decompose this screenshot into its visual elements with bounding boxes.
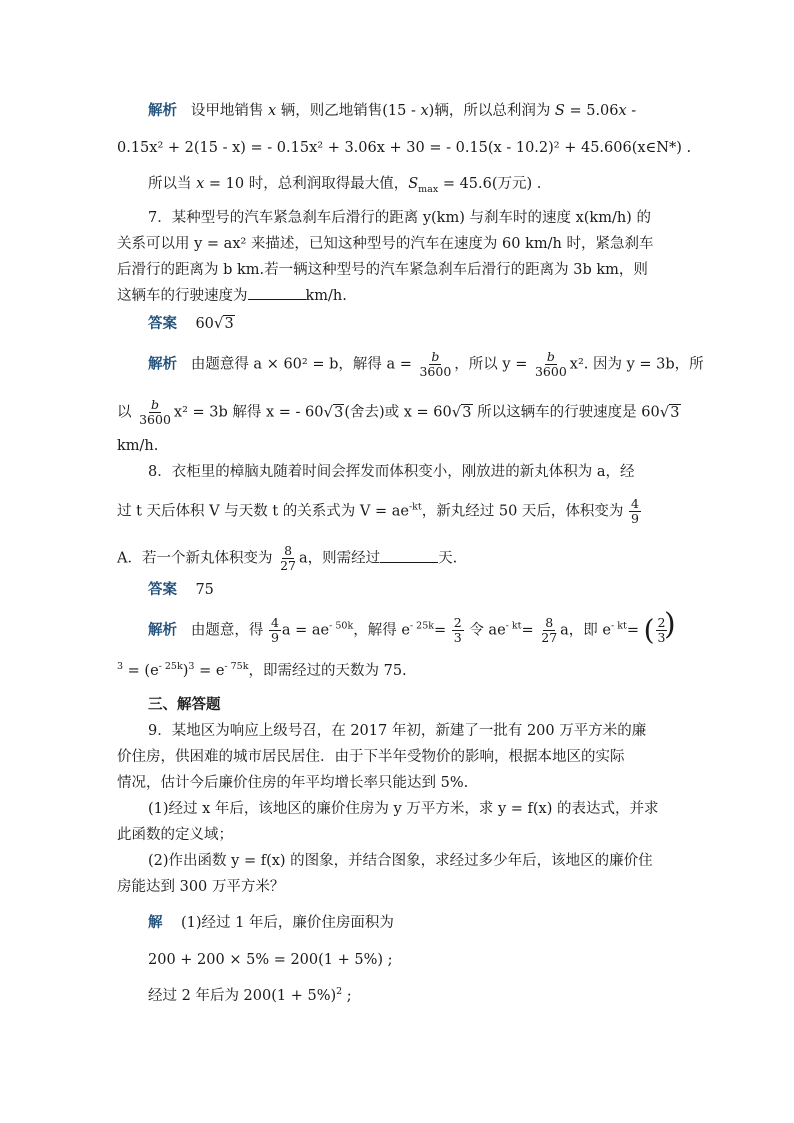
- q9-line-3: 情况，估计今后廉价住房的年平均增长率只能达到 5%.: [117, 775, 469, 791]
- q7-solution-line-2: 以 $\frac{b}{3600}$ x² = 3b 解得 x = - 60√3(舍去)或 x = 60√3 所以这辆车的行驶速度是 60√3: [117, 397, 680, 427]
- fraction: $\frac{b}{3600}$: [534, 349, 567, 379]
- solution-tag: 解: [148, 914, 163, 931]
- q9-line-7: 房能达到 300 万平方米？: [117, 879, 285, 895]
- fraction: $\frac{2}{3}$: [657, 615, 666, 645]
- fraction: $\frac{2}{3}$: [453, 615, 462, 645]
- sqrt-symbol: √3: [213, 314, 234, 332]
- analysis-tag: 解析: [148, 621, 177, 639]
- q9-solution-line-1: 解 (1)经过 1 年后，廉价住房面积为: [148, 914, 394, 931]
- fraction: $\frac{4}{9}$: [631, 496, 639, 526]
- fraction: $\frac{4}{9}$: [270, 615, 279, 645]
- q9-line-5: 此函数的定义域；: [117, 827, 233, 843]
- fraction: $\frac{b}{3600}$: [139, 397, 171, 427]
- fraction: $\frac{8}{27}$: [280, 543, 296, 573]
- fraction: $\frac{8}{27}$: [541, 615, 558, 645]
- answer-tag: 答案: [148, 581, 177, 598]
- q9-line-2: 价住房，供困难的城市居民居住．由于下半年受物价的影响，根据本地区的实际: [117, 749, 625, 765]
- answer-blank: [248, 286, 306, 300]
- sqrt-symbol: √3: [451, 402, 472, 421]
- answer-blank: [380, 549, 438, 563]
- q8-solution-line-2: $^3 = (e^{- 25k})^3 = e^{- 75k}$，即需经过的天数为 75.: [117, 661, 407, 679]
- q9-solution-line-2: 200 + 200 × 5% = 200(1 + 5%) ;: [148, 952, 393, 968]
- q8-answer: 答案 75: [148, 581, 214, 598]
- p6-solution-line-3: 所以当 x = 10 时，总利润取得最大值，$S_{max} = 45.6$(万元) .: [148, 176, 542, 195]
- fraction: $\frac{b}{3600}$: [419, 349, 452, 379]
- p6-solution-line-2: 0.15x² + 2(15 - x) = - 0.15x² + 3.06x + 30 = - 0.15(x - 10.2)² + 45.606(x∈N*) .: [117, 140, 692, 156]
- q7-solution-line-3: km/h.: [117, 438, 159, 454]
- sqrt-symbol: √3: [659, 402, 680, 421]
- analysis-tag: 解析: [148, 355, 177, 373]
- q8-line-3: A．若一个新丸体积变为 $\frac{8}{27}$ a，则需经过 天.: [117, 543, 458, 573]
- q8-line-2: 过 t 天后体积 V 与天数 t 的关系式为 $V = ae^{-kt}$，新丸经过 50 天后，体积变为 $\frac{4}{9}$: [117, 496, 639, 526]
- section-heading: 三、解答题: [148, 696, 221, 713]
- q8-line-1: 8．衣柜里的樟脑丸随着时间会挥发而体积变小，刚放进的新丸体积为 a，经: [148, 464, 635, 480]
- q9-line-6: (2)作出函数 y = f(x) 的图象，并结合图象，求经过多少年后，该地区的廉价住: [148, 853, 653, 869]
- analysis-tag: 解析: [148, 102, 177, 119]
- q9-solution-line-3: 经过 2 年后为 $200(1 + 5\%)^2$ ;: [148, 986, 352, 1004]
- q7-line-3: 后滑行的距离为 b km.若一辆这种型号的汽车紧急刹车后滑行的距离为 3b km，则: [117, 262, 648, 278]
- closing-parenthesis: ): [664, 607, 676, 642]
- p6-solution-line-1: 解析 设甲地销售 x 辆，则乙地销售(15 - x)辆，所以总利润为 S = 5.06x -: [148, 102, 637, 119]
- q9-line-4: (1)经过 x 年后，该地区的廉价住房为 y 万平方米，求 y = f(x) 的表达式，并求: [148, 801, 659, 817]
- sqrt-symbol: √3: [323, 402, 344, 421]
- q7-solution-line-1: 解析 由题意得 a × 60² = b，解得 a = $\frac{b}{3600}$ ，所以 y = $\frac{b}{3600}$ x². 因为 y = 3b，所: [148, 349, 704, 379]
- q8-solution-line-1: 解析 由题意，得 $\frac{4}{9}$ $a = ae^{- 50k}$，解得 $e^{- 25k}=$ $\frac{2}{3}$ 令 $ae^{- kt}=$ $\frac{8}{27}$ a，即 $e^{- kt}=$ ( $\frac{2}{3}$: [148, 613, 666, 647]
- q7-line-1: 7．某种型号的汽车紧急刹车后滑行的距离 y(km) 与刹车时的速度 x(km/h) 的: [148, 210, 651, 226]
- q7-line-2: 关系可以用 y = ax² 来描述，已知这种型号的汽车在速度为 60 km/h 时，紧急刹车: [117, 236, 654, 252]
- q9-line-1: 9．某地区为响应上级号召，在 2017 年初，新建了一批有 200 万平方米的廉: [148, 723, 647, 739]
- answer-tag: 答案: [148, 315, 177, 332]
- q7-line-4: 这辆车的行驶速度为 km/h.: [117, 288, 347, 304]
- q7-answer: 答案 60√3: [148, 314, 234, 332]
